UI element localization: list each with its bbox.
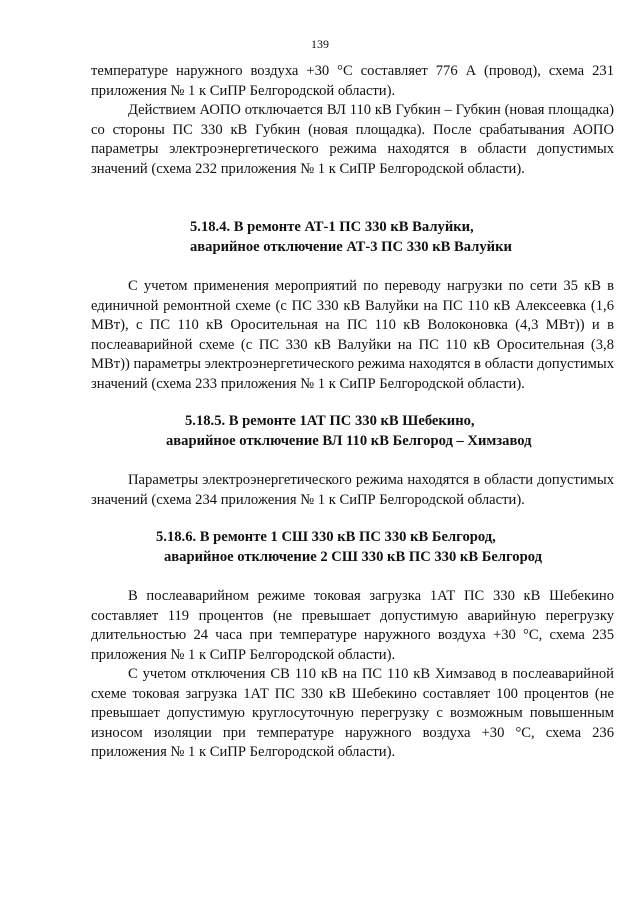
paragraph: С учетом отключения СВ 110 кВ на ПС 110 кВ Химзавод в послеаварийной схеме токовая загрузка 1АТ ПС 330 кВ Шебекино составляет 100 процентов (не превышает допустимую круглосуточную перегрузку с возможным повышенным износом изоляции при температуре наружного воздуха +30 °С, схема 236 приложения № 1 к СиПР Белгородской области). [91, 666, 614, 760]
section-heading-5-18-6 [91, 528, 614, 567]
paragraph: В послеаварийном режиме токовая загрузка 1АТ ПС 330 кВ Шебекино составляет 119 процентов (не превышает допустимую аварийную перегрузку длительностью 24 часа при температуре наружного воздуха +30 °С, схема 235 приложения № 1 к СиПР Белгородской области). [91, 588, 614, 663]
heading-line: аварийное отключение 2 СШ 330 кВ ПС 330 кВ Белгород [164, 548, 542, 565]
heading-line: аварийное отключение ВЛ 110 кВ Белгород – Химзавод [166, 432, 532, 449]
section-heading-5-18-4 [91, 218, 614, 257]
document-body [91, 62, 614, 763]
heading-line: 5.18.4. В ремонте АТ-1 ПС 330 кВ Валуйки, [190, 219, 474, 235]
paragraph: Параметры электроэнергетического режима находятся в области допустимых значений (схема 234 приложения № 1 к СиПР Белгородской области). [91, 472, 614, 508]
heading-line: 5.18.6. В ремонте 1 СШ 330 кВ ПС 330 кВ Белгород, [156, 529, 496, 545]
heading-line: 5.18.5. В ремонте 1АТ ПС 330 кВ Шебекино, [185, 413, 475, 429]
paragraph: С учетом применения мероприятий по переводу нагрузки по сети 35 кВ в единичной ремонтной схеме (с ПС 330 кВ Валуйки на ПС 110 кВ Алексеевка (1,6 МВт), с ПС 110 кВ Оросительная на ПС 110 кВ Волоконовка (4,3 МВт)) и в послеаварийной схеме (с ПС 330 кВ Валуйки на ПС 110 кВ Оросительная (3,8 МВт)) параметры электроэнергетического режима находятся в области допустимых значений (схема 233 приложения № 1 к СиПР Белгородской области). [91, 278, 614, 392]
paragraph: температуре наружного воздуха +30 °С составляет 776 А (провод), схема 231 приложения № 1 к СиПР Белгородской области). [91, 63, 614, 99]
paragraph: Действием АОПО отключается ВЛ 110 кВ Губкин – Губкин (новая площадка) со стороны ПС 330 кВ Губкин (новая площадка). После срабатывания АОПО параметры электроэнергетического режима находятся в области допустимых значений (схема 232 приложения № 1 к СиПР Белгородской области). [91, 102, 614, 177]
section-heading-5-18-5 [91, 412, 614, 451]
page-number: 139 [311, 37, 329, 51]
heading-line: аварийное отключение АТ-3 ПС 330 кВ Валуйки [190, 238, 512, 255]
